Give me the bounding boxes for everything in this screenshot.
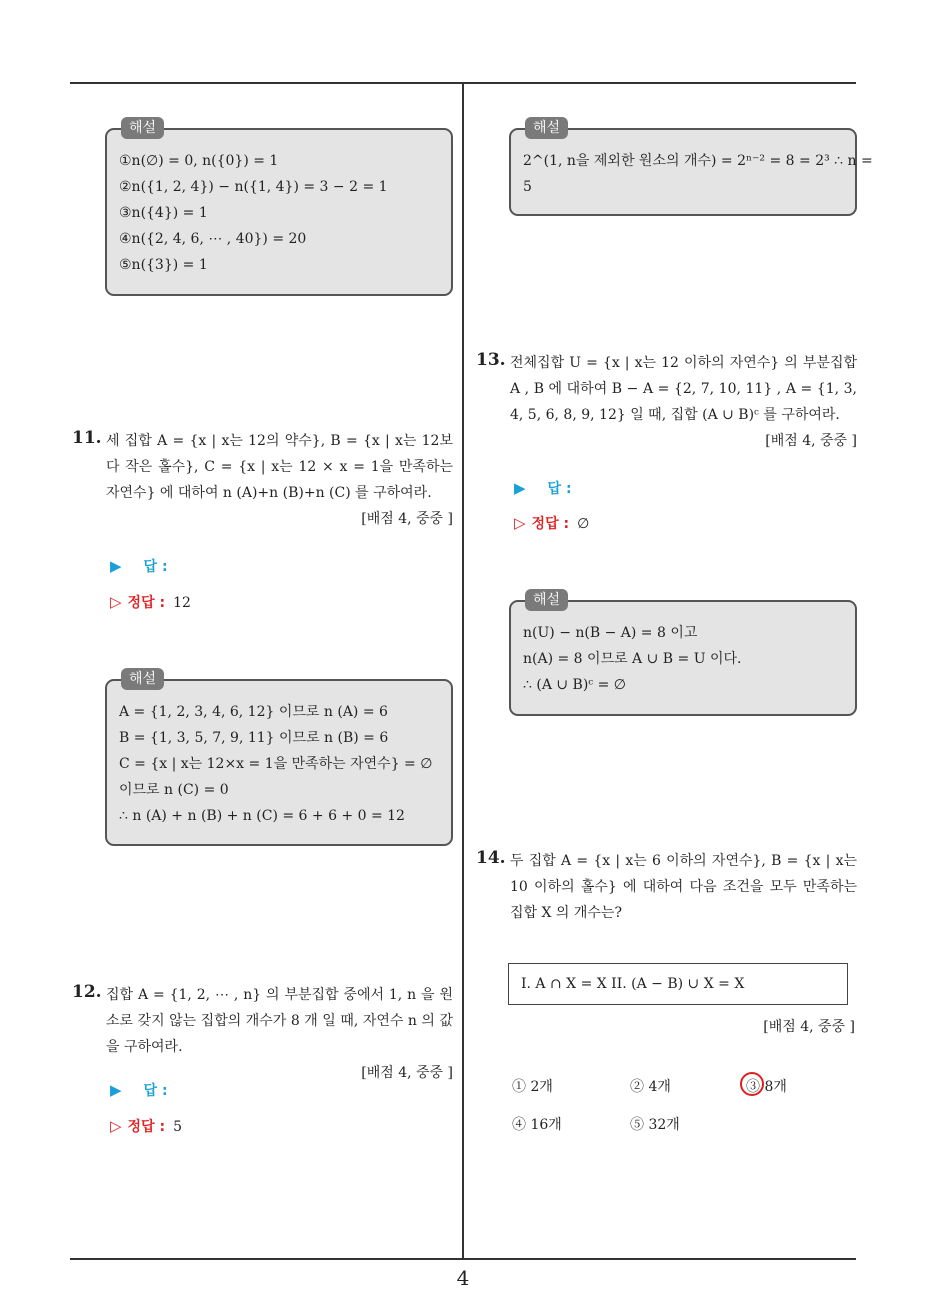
solution-line: ③n({4}) = 1 xyxy=(119,205,208,221)
correct-label: 정답 : xyxy=(531,516,570,532)
bottom-rule xyxy=(70,1258,856,1260)
solution-tag: 해설 xyxy=(121,117,164,139)
question-body: 집합 A = {1, 2, ⋯ , n} 의 부분집합 중에서 1, n 을 원소로 갖지 않는 집합의 개수가 8 개 일 때, 자연수 n 의 값을 구하여라. xyxy=(106,987,453,1055)
solution-tag: 해설 xyxy=(121,668,164,690)
solution-line: ④n({2, 4, 6, ⋯ , 40}) = 20 xyxy=(119,231,307,247)
choice-2[interactable]: ② 4개 xyxy=(630,1079,671,1095)
solution-box-q12 xyxy=(509,120,873,216)
correct-value: 12 xyxy=(173,595,191,611)
solution-line: ①n(∅) = 0, n({0}) = 1 xyxy=(119,153,279,169)
correct-value: 5 xyxy=(173,1119,182,1135)
solution-line: ∴ (A ∪ B)ᶜ = ∅ xyxy=(523,677,626,693)
correct-value: ∅ xyxy=(577,516,590,532)
question-body: 전체집합 U = {x | x는 12 이하의 자연수} 의 부분집합 A , B 에 대하여 B − A = {2, 7, 10, 11} , A = {1, 3, 4, 5, 6, 8, 9, 12} 일 때, 집합 (A ∪ B)ᶜ 를 구하여라. xyxy=(510,355,857,423)
solution-box-q10 xyxy=(105,120,453,296)
question-number-11: 11. xyxy=(72,428,102,448)
solution-tag: 해설 xyxy=(525,117,568,139)
choice-4[interactable]: ④ 16개 xyxy=(512,1117,562,1133)
question-text-12 xyxy=(106,982,453,1086)
question-number-13: 13. xyxy=(476,350,506,370)
condition-box: I. A ∩ X = X II. (A − B) ∪ X = X xyxy=(508,963,848,1005)
play-icon: ▶ xyxy=(514,479,526,497)
solution-line: n(U) − n(B − A) = 8 이고 xyxy=(523,625,698,641)
solution-tag: 해설 xyxy=(525,589,568,611)
solution-line: 이므로 n (C) = 0 xyxy=(119,782,229,798)
question-body: 두 집합 A = {x | x는 6 이하의 자연수}, B = {x | x는 10 이하의 홀수} 에 대하여 다음 조건을 모두 만족하는 집합 X 의 개수는? xyxy=(510,853,857,921)
solution-line: A = {1, 2, 3, 4, 6, 12} 이므로 n (A) = 6 xyxy=(119,704,388,720)
play-icon: ▶ xyxy=(110,1081,122,1099)
question-number-14: 14. xyxy=(476,848,506,868)
solution-line: ∴ n (A) + n (B) + n (C) = 6 + 6 + 0 = 12 xyxy=(119,808,405,824)
correct-answer-12 xyxy=(110,1116,182,1136)
outline-triangle-icon: ▷ xyxy=(110,1117,122,1135)
question-number-12: 12. xyxy=(72,982,102,1002)
play-icon: ▶ xyxy=(110,557,122,575)
correct-answer-11 xyxy=(110,592,191,612)
score-meta-14 xyxy=(510,1014,855,1040)
answer-prompt-12 xyxy=(110,1080,168,1100)
choice-5[interactable]: ⑤ 32개 xyxy=(630,1117,680,1133)
solution-line: C = {x | x는 12×x = 1을 만족하는 자연수} = ∅ xyxy=(119,756,433,772)
choice-3[interactable]: ③ 8개 xyxy=(746,1079,787,1095)
answer-label: 답 : xyxy=(143,559,168,575)
question-text-13 xyxy=(510,350,857,454)
outline-triangle-icon: ▷ xyxy=(110,593,122,611)
score-meta: [배점 4, 중중 ] xyxy=(763,1019,855,1035)
solution-box-q13 xyxy=(509,592,857,716)
solution-line: n(A) = 8 이므로 A ∪ B = U 이다. xyxy=(523,651,742,667)
solution-line: ②n({1, 2, 4}) − n({1, 4}) = 3 − 2 = 1 xyxy=(119,179,388,195)
answer-label: 답 : xyxy=(547,481,572,497)
outline-triangle-icon: ▷ xyxy=(514,514,526,532)
correct-label: 정답 : xyxy=(127,1119,166,1135)
score-meta: [배점 4, 중중 ] xyxy=(361,511,453,527)
question-text-11 xyxy=(106,428,453,532)
choice-1[interactable]: ① 2개 xyxy=(512,1079,553,1095)
score-meta: [배점 4, 중중 ] xyxy=(765,433,857,449)
solution-line: ⑤n({3}) = 1 xyxy=(119,257,208,273)
answer-prompt-11 xyxy=(110,556,168,576)
correct-label: 정답 : xyxy=(127,595,166,611)
solution-box-q11 xyxy=(105,671,453,846)
solution-line: B = {1, 3, 5, 7, 9, 11} 이므로 n (B) = 6 xyxy=(119,730,389,746)
score-meta: [배점 4, 중중 ] xyxy=(361,1065,453,1081)
page-number: 4 xyxy=(456,1266,470,1290)
solution-line: 2^(1, n을 제외한 원소의 개수) = 2ⁿ⁻² = 8 = 2³ ∴ n = xyxy=(523,153,873,169)
answer-label: 답 : xyxy=(143,1083,168,1099)
correct-answer-13 xyxy=(514,513,589,533)
answer-prompt-13 xyxy=(514,478,572,498)
column-divider xyxy=(462,84,464,1259)
question-body: 세 집합 A = {x | x는 12의 약수}, B = {x | x는 12보다 작은 홀수}, C = {x | x는 12 × x = 1을 만족하는 자연수} 에 대하여 n (A)+n (B)+n (C) 를 구하여라. xyxy=(106,433,453,501)
solution-line: 5 xyxy=(523,179,532,195)
question-text-14 xyxy=(510,848,857,926)
